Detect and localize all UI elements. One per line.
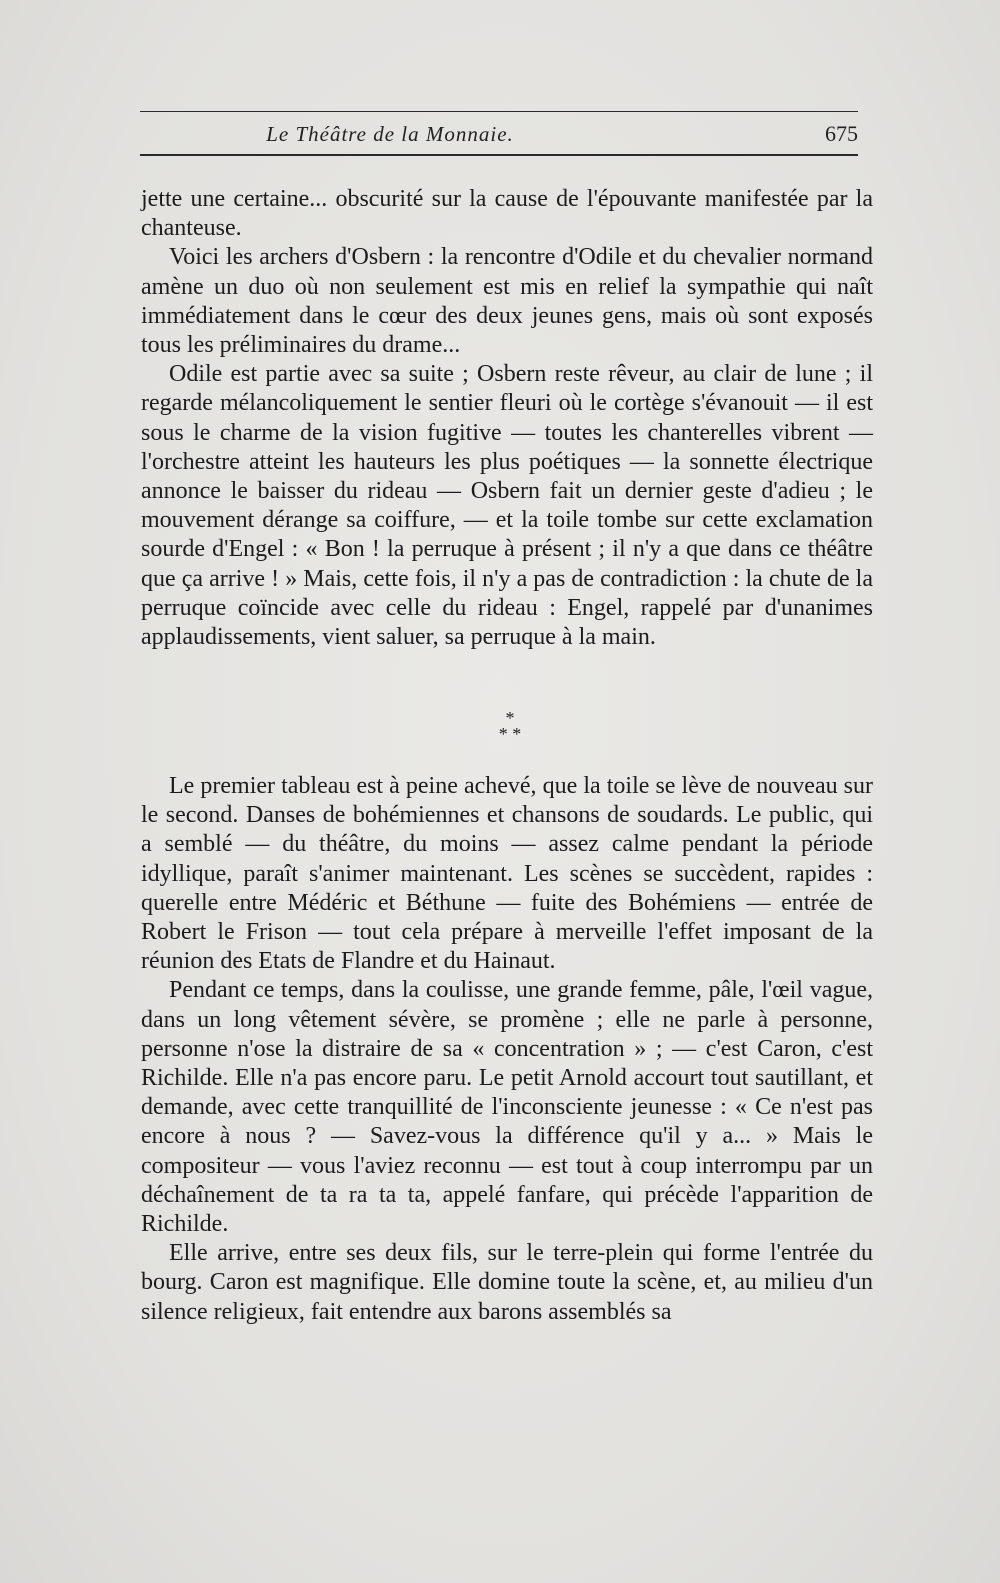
paragraph: Odile est partie avec sa suite ; Osbern reste rêveur, au clair de lune ; il regarde mélancoliquement le sentier fleuri où le cortège s'évanouit — il est sous le charme de la vision fugitive — toutes les chanterelles vibrent — l'orchestre atteint les hauteurs les plus poétiques — la sonnette électrique annonce le baisser du rideau — Osbern fait un dernier geste d'adieu ; le mouvement dérange sa coiffure, — et la toile tombe sur cette exclamation sourde d'Engel : « Bon ! la perruque à présent ; il n'y a que dans ce théâtre que ça arrive ! » Mais, cette fois, il n'y a pas de contradiction : la chute de la perruque coïncide avec celle du rideau : Engel, rappelé par d'unanimes applaudissements, vient saluer, sa perruque à la main.: [141, 361, 873, 651]
paragraph: Pendant ce temps, dans la coulisse, une grande femme, pâle, l'œil vague, dans un long vêtement sévère, se promène ; elle ne parle à personne, personne n'ose la distraire de sa « concentration » ; — c'est Caron, c'est Richilde. Elle n'a pas encore paru. Le petit Arnold accourt tout sautillant, et demande, avec cette tranquillité de l'inconsciente jeunesse : « Ce n'est pas encore à nous ? — Savez-vous la différence qu'il y a... » Mais le compositeur — vous l'aviez reconnu — est tout à coup interrompu par un déchaînement de ta ra ta ta, appelé fanfare, qui précède l'apparition de Richilde.: [141, 977, 873, 1238]
running-title: Le Théâtre de la Monnaie.: [266, 122, 514, 146]
asterism-bottom-stars: * *: [498, 724, 522, 744]
text-block-before-separator: [141, 185, 873, 652]
paragraph: Le premier tableau est à peine achevé, que la toile se lève de nouveau sur le second. Danses de bohémiennes et chansons de soudards. Le public, qui a semblé — du théâtre, du moins — assez calme pendant la période idyllique, paraît s'animer maintenant. Les scènes se succèdent, rapides : querelle entre Médéric et Béthune — fuite des Bohémiens — entrée de Robert le Frison — tout cela prépare à merveille l'effet imposant de la réunion des Etats de Flandre et du Hainaut.: [141, 773, 873, 975]
header-rule-bottom: [140, 154, 858, 156]
page-number: 675: [825, 121, 858, 146]
header-rule-top: [140, 111, 858, 112]
asterism-top-star: *: [505, 708, 515, 728]
paragraph-continuation: jette une certaine... obscurité sur la cause de l'épouvante manifestée par la chanteuse.: [141, 186, 873, 242]
text-block-after-separator: [141, 772, 873, 1327]
paragraph: Voici les archers d'Osbern : la rencontre d'Odile et du chevalier normand amène un duo où non seulement est mis en relief la sympathie qui naît immédiatement dans le cœur des deux jeunes gens, mais où sont exposés tous les préliminaires du drame...: [141, 244, 873, 359]
asterism-separator: [470, 710, 550, 754]
paragraph: Elle arrive, entre ses deux fils, sur le terre-plein qui forme l'entrée du bourg. Caron est magnifique. Elle domine toute la scène, et, au milieu d'un silence religieux, fait entendre aux barons assemblés sa: [141, 1240, 873, 1325]
